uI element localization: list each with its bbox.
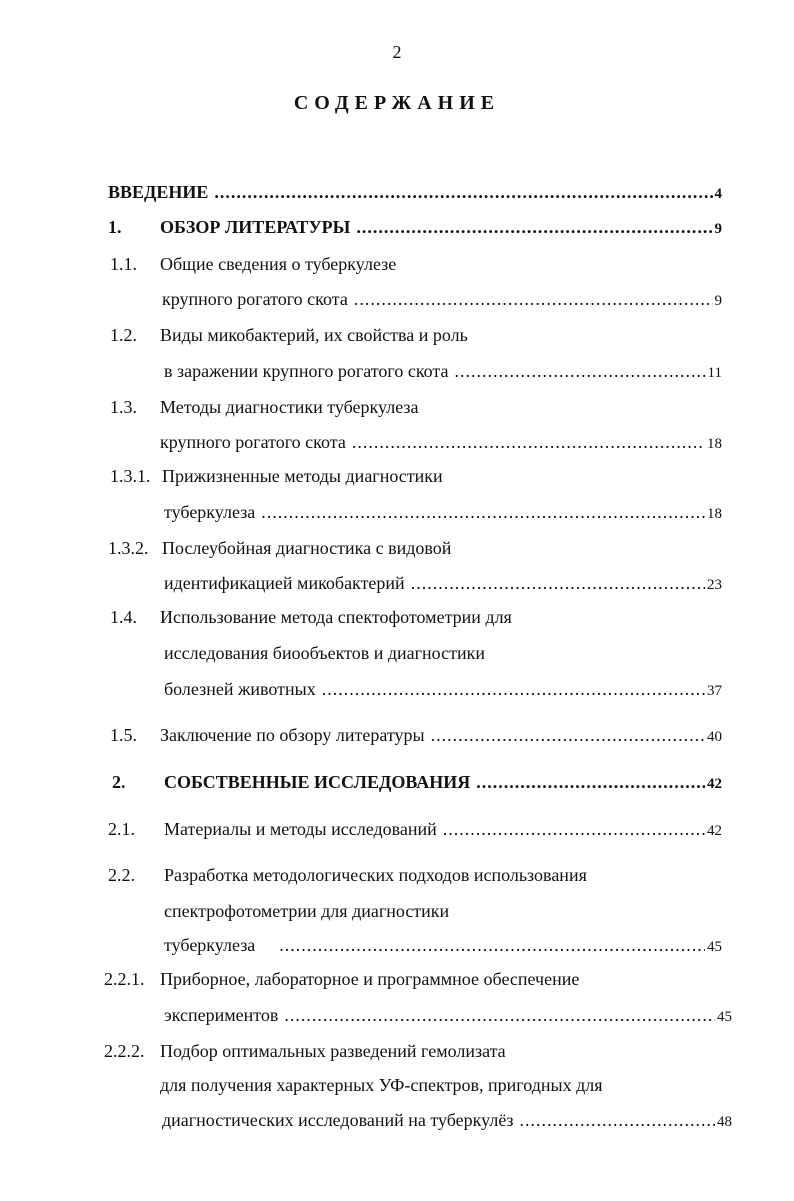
toc-entry-line: болезней животных ..... 37 xyxy=(164,675,722,705)
toc-num: 2.2. xyxy=(108,865,135,885)
toc-num: 2.1. xyxy=(108,819,135,839)
toc-num: 1.4. xyxy=(110,607,137,627)
toc-entry-materials: Материалы и методы исследований ..... 42 xyxy=(164,815,722,845)
toc-num: 2. xyxy=(112,772,126,792)
toc-entry-line: Методы диагностики туберкулеза xyxy=(160,397,419,417)
toc-num: 1.3.2. xyxy=(108,538,149,558)
toc-entry-conclusion: Заключение по обзору литературы ..... 40 xyxy=(160,721,722,751)
toc-entry-line: Приборное, лабораторное и программное обеспечение xyxy=(160,969,580,989)
toc-entry-line: идентификацией микобактерий ..... 23 xyxy=(164,569,722,599)
toc-num: 1.5. xyxy=(110,725,137,745)
toc-num: 1.3.1. xyxy=(110,466,151,486)
toc-entry-line: крупного рогатого скота ..... 9 xyxy=(162,285,722,315)
toc-entry-own-research: СОБСТВЕННЫЕ ИССЛЕДОВАНИЯ ..... 42 xyxy=(164,768,722,798)
toc-entry-line: экспериментов ..... 45 xyxy=(164,1001,732,1031)
toc-entry-line: в заражении крупного рогатого скота ..... 11 xyxy=(164,357,722,387)
toc-entry-line: Послеубойная диагностика с видовой xyxy=(162,538,452,558)
toc-entry-line: Прижизненные методы диагностики xyxy=(162,466,443,486)
page-title: СОДЕРЖАНИЕ xyxy=(293,92,501,114)
toc-num: 1.3. xyxy=(110,397,137,417)
toc-entry-introduction: ВВЕДЕНИЕ ..... 4 xyxy=(108,178,722,208)
toc-entry-literature-review: ОБЗОР ЛИТЕРАТУРЫ ..... 9 xyxy=(160,213,722,243)
toc-num: 1.2. xyxy=(110,325,137,345)
toc-entry-line: диагностических исследований на туберкулёз ..... 48 xyxy=(162,1106,732,1136)
toc-entry-line: крупного рогатого скота ..... 18 xyxy=(160,428,722,458)
toc-num: 1.1. xyxy=(110,254,137,274)
toc-entry-line: Использование метода спектофотометрии для xyxy=(160,607,512,627)
toc-entry-line: туберкулеза ..... 45 xyxy=(164,931,722,961)
toc-entry-line: туберкулеза ..... 18 xyxy=(164,498,722,528)
toc-num: 2.2.2. xyxy=(104,1041,145,1061)
page-number: 2 xyxy=(392,42,402,62)
toc-num: 1. xyxy=(108,217,122,237)
toc-entry-line: спектрофотометрии для диагностики xyxy=(164,901,450,921)
toc-entry-line: исследования биообъектов и диагностики xyxy=(164,643,485,663)
toc-entry-line: Подбор оптимальных разведений гемолизата xyxy=(160,1041,506,1061)
toc-entry-line: Виды микобактерий, их свойства и роль xyxy=(160,325,468,345)
toc-entry-line: Разработка методологических подходов использования xyxy=(164,865,587,885)
toc-num: 2.2.1. xyxy=(104,969,145,989)
toc-entry-line: для получения характерных УФ-спектров, пригодных для xyxy=(160,1075,603,1095)
toc-entry-line: Общие сведения о туберкулезе xyxy=(160,254,397,274)
